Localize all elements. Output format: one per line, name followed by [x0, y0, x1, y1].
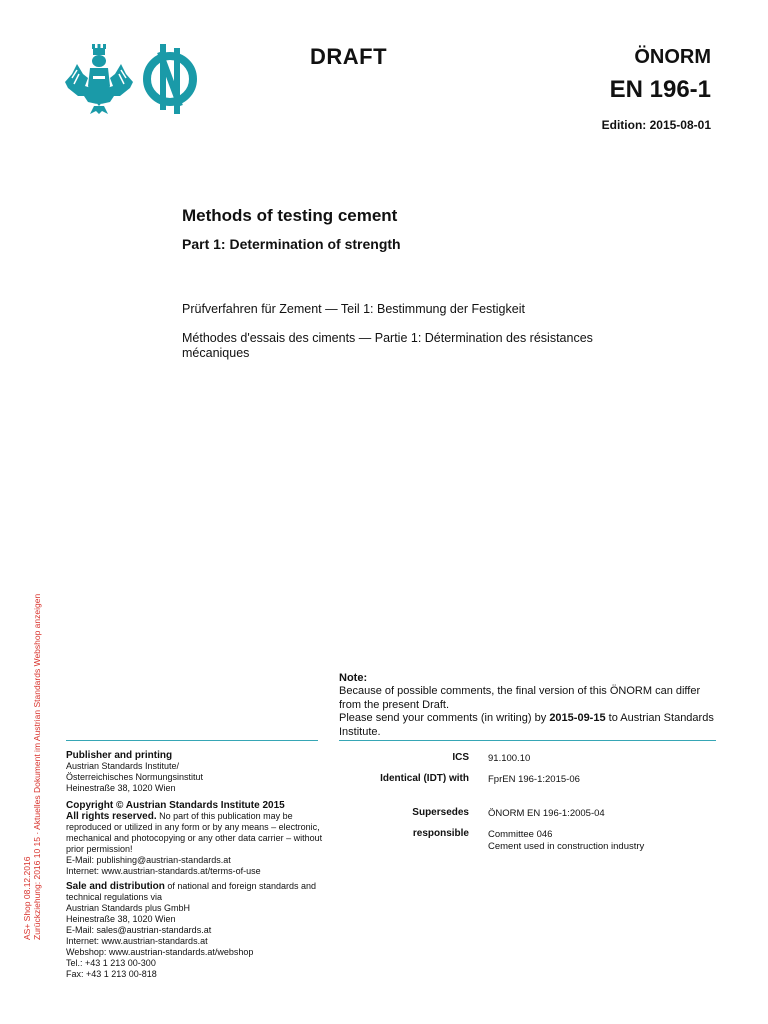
french-title: Méthodes d'essais des ciments — Partie 1: Détermination des résistances mécaniques — [182, 331, 593, 360]
watermark-line1: AS+ Shop 08.12.2016 — [22, 856, 32, 940]
divider-right — [339, 740, 716, 741]
webshop-watermark[interactable] — [22, 594, 42, 940]
ics-label: ICS — [452, 752, 469, 763]
copyright-heading: Copyright © Austrian Standards Institute 2015 — [66, 800, 285, 811]
responsible-label: responsible — [412, 828, 469, 839]
draft-label: DRAFT — [310, 44, 388, 69]
note-line2: Please send your comments (in writing) by 2015-09-15 to Austrian Standards Institute. — [339, 712, 714, 738]
ics-value: 91.100.10 — [488, 753, 531, 764]
publisher-block — [66, 750, 324, 980]
standard-number: EN 196-1 — [609, 76, 711, 103]
sale-line: Fax: +43 1 213 00-818 — [66, 969, 157, 979]
document-title: Methods of testing cement — [182, 206, 398, 225]
idt-label: Identical (IDT) with — [380, 773, 469, 784]
idt-value: FprEN 196-1:2015-06 — [488, 774, 580, 785]
on-standards-logo — [140, 44, 200, 114]
draft-note — [339, 672, 719, 739]
onorm-brand: ÖNORM — [634, 46, 711, 68]
sale-line: Heinestraße 38, 1020 Wien — [66, 914, 176, 924]
publisher-email: E-Mail: publishing@austrian-standards.at — [66, 855, 231, 865]
sale-text: Sale and distribution of national and foreign standards and technical regulations via — [66, 881, 317, 902]
publisher-line: Austrian Standards Institute/ — [66, 761, 180, 771]
watermark-line2[interactable]: Zurückziehung: 2016 10 15 · Aktuelles Dokument im Austrian Standards Webshop anzeigen — [32, 593, 42, 940]
responsible-scope: Cement used in construction industry — [488, 841, 645, 852]
sale-line: Tel.: +43 1 213 00-300 — [66, 958, 156, 968]
supersedes-label: Supersedes — [412, 807, 469, 818]
divider-left — [66, 740, 318, 741]
publisher-line: Heinestraße 38, 1020 Wien — [66, 783, 176, 793]
publisher-line: Österreichisches Normungsinstitut — [66, 772, 204, 782]
note-heading: Note: — [339, 672, 368, 684]
note-line1: Because of possible comments, the final version of this ÖNORM can differ from the present Draft. — [339, 685, 701, 711]
responsible-committee: Committee 046 — [488, 829, 553, 840]
sale-line: Webshop: www.austrian-standards.at/webshop — [66, 947, 254, 957]
document-subtitle: Part 1: Determination of strength — [182, 236, 401, 252]
supersedes-value: ÖNORM EN 196-1:2005-04 — [488, 808, 605, 819]
sale-line: E-Mail: sales@austrian-standards.at — [66, 925, 212, 935]
sale-line: Austrian Standards plus GmbH — [66, 903, 191, 913]
austrian-eagle-logo — [64, 44, 134, 114]
german-title: Prüfverfahren für Zement — Teil 1: Bestimmung der Festigkeit — [182, 302, 525, 316]
publisher-heading: Publisher and printing — [66, 750, 173, 761]
rights-text: All rights reserved. No part of this publication may be reproduced or utilized in any form or by any means – electronic, mechanical and photocopying or any other data carrier – without prior permission! — [66, 811, 323, 854]
comment-deadline: 2015-09-15 — [549, 712, 606, 725]
publisher-internet: Internet: www.austrian-standards.at/terms-of-use — [66, 866, 261, 876]
sale-line: Internet: www.austrian-standards.at — [66, 936, 208, 946]
edition-date: Edition: 2015-08-01 — [601, 118, 711, 132]
